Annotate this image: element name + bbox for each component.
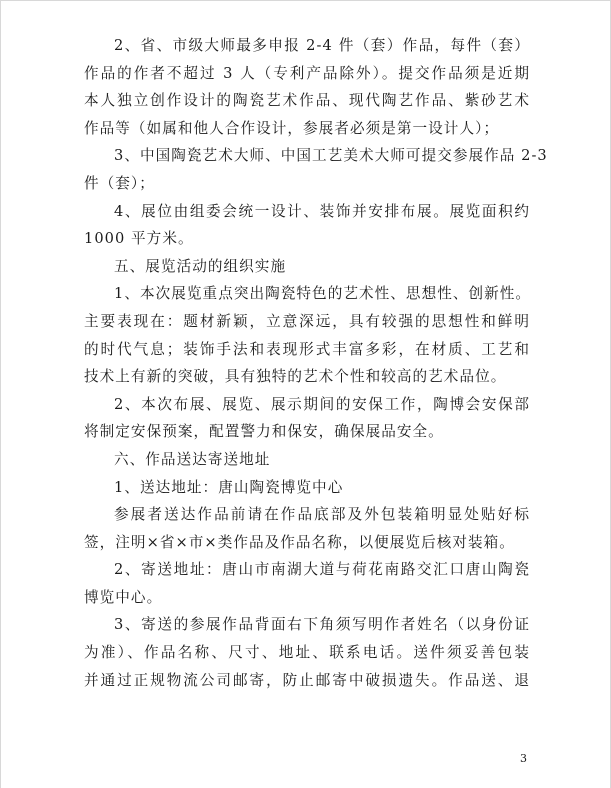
paragraph-line: 博览中心。: [84, 588, 163, 606]
paragraph-line: 并通过正规物流公司邮寄，防止邮寄中破损遗失。作品送、退: [84, 671, 530, 689]
page-border-top: [0, 0, 611, 1]
paragraph-line: 作品的作者不超过 3 人（专利产品除外）。提交作品须是近期: [84, 64, 530, 82]
paragraph-line: 2、寄送地址：唐山市南湖大道与荷花南路交汇口唐山陶瓷: [114, 561, 530, 579]
paragraph-line: 3、中国陶瓷艺术大师、中国工艺美术大师可提交参展作品 2-3: [114, 147, 548, 165]
section-heading: 五、展览活动的组织实施: [114, 257, 287, 275]
paragraph-line: 的时代气息；装饰手法和表现形式丰富多彩，在材质、工艺和: [84, 340, 530, 358]
section-heading: 六、作品送达寄送地址: [114, 450, 271, 468]
paragraph-line: 参展者送达作品前请在作品底部及外包装箱明显处贴好标: [114, 506, 530, 524]
paragraph-line: 3、寄送的参展作品背面右下角须写明作者姓名（以身份证: [114, 616, 530, 634]
paragraph-line: 本人独立创作设计的陶瓷艺术作品、现代陶艺作品、紫砂艺术: [84, 92, 530, 110]
paragraph-line: 作品等（如属和他人合作设计，参展者必须是第一设计人）；: [84, 119, 500, 137]
document-body: [84, 32, 548, 694]
paragraph-line: 1、本次展览重点突出陶瓷特色的艺术性、思想性、创新性。: [114, 285, 532, 303]
paragraph-line: 件（套）；: [84, 174, 155, 192]
paragraph-line: 4、展位由组委会统一设计、装饰并安排布展。展览面积约: [114, 202, 530, 220]
paragraph-line: 2、省、市级大师最多申报 2-4 件（套）作品，每件（套）: [114, 37, 530, 54]
paragraph-line: 1000 平方米。: [84, 230, 194, 248]
page-border-left: [0, 0, 1, 788]
paragraph-line: 2、本次布展、展览、展示期间的安保工作，陶博会安保部: [114, 395, 530, 413]
paragraph-line: 为准）、作品名称、尺寸、地址、联系电话。送件须妥善包装: [84, 644, 530, 662]
paragraph-line: 主要表现在：题材新颖，立意深远，具有较强的思想性和鲜明: [84, 312, 530, 330]
paragraph-line: 1、送达地址：唐山陶瓷博览中心: [114, 478, 344, 496]
page-number: 3: [520, 752, 527, 765]
paragraph-line: 将制定安保预案，配置警力和保安，确保展品安全。: [84, 423, 444, 441]
paragraph-line: 技术上有新的突破，具有独特的艺术个性和较高的艺术品位。: [84, 368, 507, 386]
paragraph-line: 签，注明×省×市×类作品及作品名称，以便展览后核对装箱。: [84, 533, 515, 551]
